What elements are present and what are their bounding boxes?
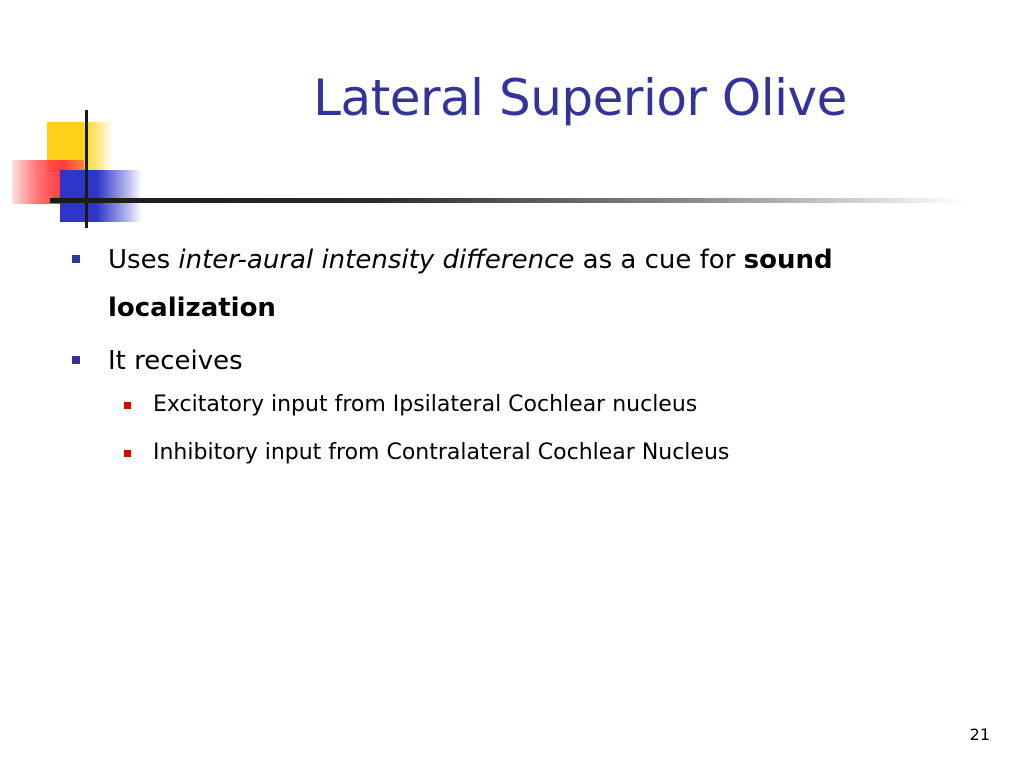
page-number: 21 xyxy=(969,725,990,744)
bullet-text: It receives xyxy=(108,346,243,376)
sub-bullet-text: Inhibitory input from Contralateral Cochlear Nucleus xyxy=(153,440,730,465)
bullet-text-bold: sound localization xyxy=(108,245,833,323)
sub-bullet-item xyxy=(70,390,970,420)
vertical-line-decoration xyxy=(85,110,88,228)
sub-bullet-text: Excitatory input from Ipsilateral Cochlear nucleus xyxy=(153,392,698,417)
blue-square-decoration xyxy=(60,170,142,222)
decorative-logo-blocks xyxy=(0,0,150,240)
square-bullet-icon xyxy=(124,402,131,409)
bullet-text-italic: inter-aural intensity difference xyxy=(178,245,575,275)
square-bullet-icon xyxy=(72,356,80,364)
sub-bullet-item xyxy=(70,438,970,468)
bullet-item xyxy=(70,236,970,332)
title-underline-divider xyxy=(50,198,965,203)
bullet-text-normal: Uses xyxy=(108,245,179,275)
slide-body xyxy=(70,236,970,486)
bullet-text-normal: as a cue for xyxy=(574,245,744,275)
slide-title: Lateral Superior Olive xyxy=(313,69,847,127)
square-bullet-icon xyxy=(72,255,80,263)
bullet-item xyxy=(70,337,970,385)
square-bullet-icon xyxy=(124,450,131,457)
